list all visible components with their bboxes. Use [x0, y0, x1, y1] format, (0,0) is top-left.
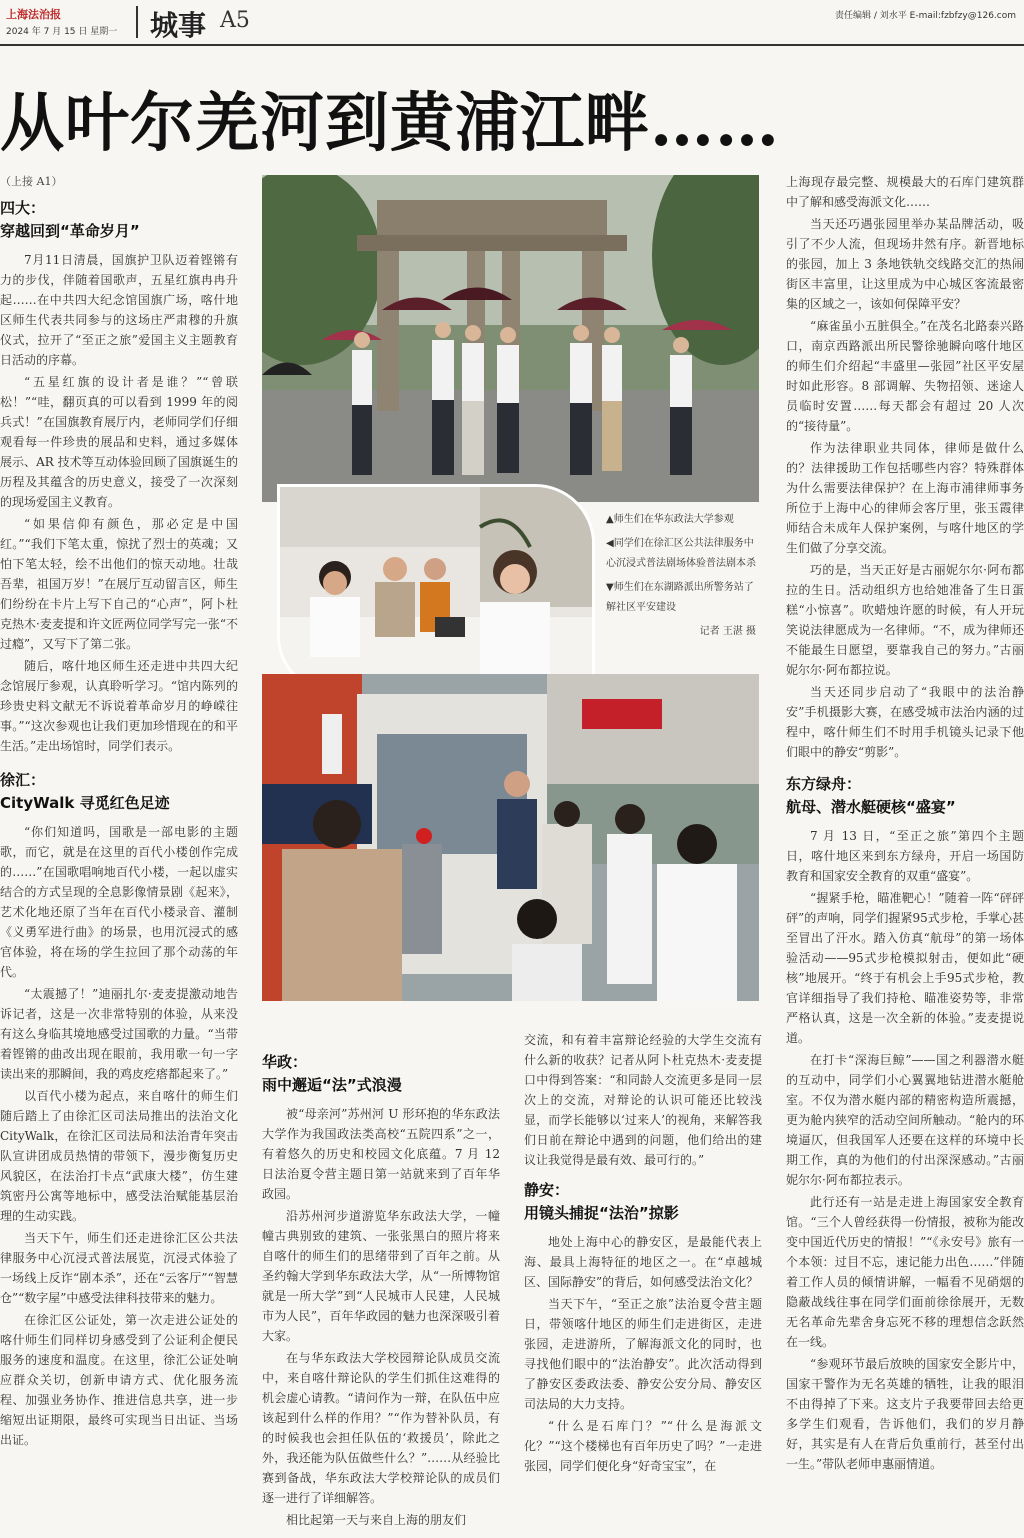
paragraph: 当天下午，“至正之旅”法治夏令营主题日，带领喀什地区的师生们走进街区，走进张园，走进游所，了解海派文化的同时，也寻找他们眼中的“法治静安”。此次活动得到了静安区委政法委、静安公安分局、静安区司法局的大力支持。 [524, 1297, 762, 1411]
paragraph: 随后，喀什地区师生还走进中共四大纪念馆展厅参观，认真聆听学习。“馆内陈列的珍贵史料文献无不诉说着革命岁月的峥嵘往事。”“这次参观也让我们更加珍惜现在的和平生活。”走出场馆时，同学们表示。 [0, 659, 238, 753]
paragraph: 当天还同步启动了“我眼中的法治静安”手机摄影大赛，在感受城市法治内涵的过程中，喀什师生们不时用手机镜头记录下他们眼中的静安“剪影”。 [786, 685, 1024, 759]
photo-police-image [262, 674, 759, 1001]
header-divider [136, 6, 138, 38]
page-header [0, 0, 1024, 46]
paragraph: “如果信仰有颜色，那必定是中国红。”“我们下笔太重，惊扰了烈士的英魂；又怕下笔太轻，绘不出他们的惊天动地。壮哉吾辈，祖国万岁！”在展厅互动留言区，师生们纷纷在卡片上写下自己的“心声”，阿卜杜克热木·麦麦提和许文匠两位同学写完一张“不过瘾”，又写下了第二张。 [0, 517, 238, 651]
paragraph: 上海现存最完整、规模最大的石库门建筑群中了解和感受海派文化…… [786, 175, 1024, 209]
paragraph: “握紧手枪，瞄准靶心！”随着一阵“砰砰砰”的声响，同学们握紧95式步枪，手掌心甚至冒出了汗水。踏入仿真“航母”的第一场体验活动——95式步枪模拟射击，便如此“硬核”地展开。“终于有机会上手95式步枪，教官详细指导了我们持枪、瞄准姿势等，非常严格认真，这是一次全新的体验。”麦麦提说道。 [786, 891, 1024, 1045]
paragraph: “什么是石库门？”“什么是海派文化？”“这个楼梯也有百年历史了吗？”一走进张园，同学们便化身“好奇宝宝”，在 [524, 1419, 762, 1473]
paragraph: 当天还巧遇张园里举办某品牌活动，吸引了不少人流，但现场井然有序。新晋地标的张园，加上 3 条地铁轨交线路交汇的热闹街区丰富里，让这里成为中心城区客流最密集的区域之一，该如何保障平安？ [786, 217, 1024, 311]
photo-archway-group [262, 175, 759, 502]
paragraph: 沿苏州河步道游览华东政法大学，一幢幢古典别致的建筑、一张张黑白的照片将来自喀什的师生们的思绪带到了百年之前。从圣约翰大学到华东政法大学，从“一所博物馆就是一所大学”到“人民城市人民建，人民城市为人民”，百年华政园的魅力也深深吸引着大家。 [262, 1209, 500, 1343]
paragraph: “你们知道吗，国歌是一部电影的主题歌，而它，就是在这里的百代小楼创作完成的……”在国歌唱响地百代小楼，一起以虚实结合的方式呈现的全息影像情景剧《起来》，艺术化地还原了当年在百代小楼录音、灌制《义勇军进行曲》的场景，也用沉浸式的感官体验，将在场的学生拉回了那个动荡的年代。 [0, 825, 238, 979]
paragraph: 作为法律职业共同体，律师是做什么的？法律援助工作包括哪些内容？特殊群体为什么需要法律保护？在上海市浦律师事务所位于上海中心的律师会客厅里，张玉霞律师结合未成年人保护案例，与喀什地区的学生们做了分享交流。 [786, 441, 1024, 555]
photo-classroom-image [280, 487, 592, 692]
photo-credit: 记者 王湛 摄 [699, 626, 756, 637]
photo-police-station [262, 674, 759, 1001]
paragraph: “太震撼了！”迪丽扎尔·麦麦提激动地告诉记者，这是一次非常特别的体验，从来没有这么身临其境地感受过国歌的力量。“当带着铿锵的曲改出现在眼前，我用歌一句一字读出来的那瞬间，我的鸡皮疙瘩都起来了。” [0, 987, 238, 1081]
paragraph: “五星红旗的设计者是谁？”“曾联松！”“哇，翻页真的可以看到 1999 年的阅兵式！”在国旗教育展厅内，老师同学们仔细观看每一件珍贵的展品和史料，通过多媒体展示、AR 技术等互动体验回顾了国旗诞生的历程及其蕴含的历史意义，接受了一次深刻的现场爱国主义教育。 [0, 375, 238, 509]
continued-note: （上接 A1） [0, 175, 63, 188]
paragraph: “麻雀虽小五脏俱全。”在茂名北路泰兴路口，南京西路派出所民警徐驰瞬向喀什地区的师生们介绍起“丰盛里—张园”社区平安屋时如此形容。8 部调解、失物招领、迷途人员临时安置……每天都会有超过 20 人次的“接待量”。 [786, 319, 1024, 433]
caption-huazheng: ▲师生们在华东政法大学参观 [606, 514, 734, 525]
photo-captions [606, 510, 756, 670]
headline: 从叶尔羌河到黄浦江畔…… [0, 86, 780, 161]
subhead-jingan-place: 静安： [524, 1181, 570, 1199]
article-column-4 [786, 172, 1024, 1534]
paragraph: 相比起第一天与来自上海的朋友们 [286, 1513, 467, 1527]
subhead-huazheng-place: 华政： [262, 1053, 308, 1071]
article-column-1 [0, 172, 238, 1534]
paragraph: 巧的是，当天正好是古丽妮尔尔·阿布都拉的生日。活动组织方也给她准备了生日蛋糕“小惊喜”。吹蜡烛许愿的时候，有人开玩笑说法律愿成为一名律师。“不，成为律师还不能最生日愿望，要靠我自己的努力。”古丽妮尔尔·阿布都拉说。 [786, 563, 1024, 677]
subhead-dongfanglvzhou-place: 东方绿舟： [786, 775, 862, 793]
photo-archway-image [262, 175, 759, 502]
subhead-dongfanglvzhou-title: 航母、潜水艇硬核“盛宴” [786, 798, 956, 816]
caption-xuhui: ◀同学们在徐汇区公共法律服务中心沉浸式普法剧场体验普法剧本杀 [606, 538, 756, 569]
section-title: 城事 [150, 9, 207, 42]
page-number: A5 [220, 8, 250, 33]
paragraph: 7 月 13 日，“至正之旅”第四个主题日，喀什地区来到东方绿舟，开启一场国防教育和国家安全教育的双重“盛宴”。 [786, 829, 1024, 883]
subhead-jingan-title: 用镜头捕捉“法治”掠影 [524, 1204, 679, 1222]
paragraph: 7月11日清晨，国旗护卫队迈着铿锵有力的步伐，伴随着国歌声，五星红旗冉冉升起……在中共四大纪念馆国旗广场，喀什地区师生代表共同参与的这场庄严肃穆的升旗仪式，拉开了“至正之旅”爱国主义主题教育日活动的序幕。 [0, 253, 238, 367]
caption-jingan: ▼师生们在东湖路派出所警务站了解社区平安建设 [606, 582, 754, 613]
subhead-sida-place: 四大： [0, 199, 46, 217]
paragraph: 当天下午，师生们还走进徐汇区公共法律服务中心沉浸式普法展览，沉浸式体验了一场线上反诈“剧本杀”，还在“云客厅”“智慧仓”“数字屋”中感受法律科技带来的魅力。 [0, 1231, 238, 1305]
editor-line: 责任编辑 / 刘水平 E-mail:fzbfzy@126.com [835, 11, 1016, 21]
subhead-sida-title: 穿越回到“革命岁月” [0, 222, 140, 240]
paragraph: 此行还有一站是走进上海国家安全教育馆。“三个人曾经获得一份情报，被称为能改变中国近代历史的情报！”“《永安号》旅有一个本领：过目不忘，速记能力出色……”伴随着工作人员的倾情讲解，一幅看不见硝烟的隐蔽战线往事在同学们面前徐徐展开，无数无名革命先辈舍身忘死不移的理想信念跃然在一线。 [786, 1195, 1024, 1349]
paragraph: 以百代小楼为起点，来自喀什的师生们随后踏上了由徐汇区司法局推出的法治文化 CityWalk，在徐汇区司法局和法治青年突击队宣讲团成员热情的带领下，漫步衡复历史风貌区，在法治打卡点“武康大楼”，仿生建筑密丹公寓等地标中，感受法治赋能基层治理的生动实践。 [0, 1089, 238, 1223]
article-column-3 [524, 1030, 762, 1534]
paragraph: 在徐汇区公证处，第一次走进公证处的喀什师生们同样切身感受到了公证利企便民服务的速度和温度。在这里，徐汇公证处响应群众关切，创新申请方式、优化服务流程、加强业务协作、推进信息共享，进一步缩短出证期限，最终可实现当日出证、当场出证。 [0, 1313, 238, 1447]
masthead: 上海法治报 [6, 8, 61, 21]
paragraph: “参观环节最后放映的国家安全影片中，国家干警作为无名英雄的牺牲，让我的眼泪不由得掉了下来。这支片子我要带回去给更多学生们观看，告诉他们，我们的岁月静好，其实是有人在背后负重前行，甚至付出一生。”带队老师申惠丽情道。 [786, 1357, 1024, 1471]
article-column-2 [262, 1046, 500, 1534]
subhead-huazheng-title: 雨中邂逅“法”式浪漫 [262, 1076, 402, 1094]
subhead-xuhui-title: CityWalk 寻觅红色足迹 [0, 794, 170, 812]
paragraph: 在与华东政法大学校园辩论队成员交流中，来自喀什辩论队的学生们抓住这难得的机会虚心请教。“请问作为一辩，在队伍中应该起到什么样的作用？”“作为替补队员，有的时候我也会担任队伍的‘救援员’，除此之外，我还能为队伍做些什么？”……从经验比赛到备战，华东政法大学校辩论队的成员们逐一进行了详细解答。 [262, 1351, 500, 1505]
dateline: 2024 年 7 月 15 日 星期一 [6, 27, 118, 37]
paragraph: 被“母亲河”苏州河 U 形环抱的华东政法大学作为我国政法类高校“五院四系”之一，有着悠久的历史和校园文化底蕴。7 月 12 日法治夏令营主题日第一站就来到了百年华政园。 [262, 1107, 500, 1201]
paragraph: 交流，和有着丰富辩论经验的大学生交流有什么新的收获？记者从阿卜杜克热木·麦麦提口中得到答案：“和同龄人交流更多是同一层次上的交流，对辩论的认识可能还比较浅显，而学长能够以‘过来人’的视角，来解答我们日前在辩论中遇到的问题，他们给出的建议让我觉得是最有效、最可行的。” [524, 1033, 762, 1167]
paragraph: 在打卡“深海巨鲸”——国之利器潜水艇的互动中，同学们小心翼翼地钻进潜水艇舱室。不仅为潜水艇内部的精密构造所震撼，更为舱内狭窄的活动空间所触动。“舱内的环境逼仄，但我国军人还要在这样的环境中长期工作，真的为他们的付出深深感动。”古丽妮尔尔·阿布都拉表示。 [786, 1053, 1024, 1187]
paragraph: 地处上海中心的静安区，是最能代表上海、最具上海特征的地区之一。在“卓越城区、国际静安”的背后，如何感受法治文化？ [524, 1235, 762, 1289]
subhead-xuhui-place: 徐汇： [0, 771, 46, 789]
photo-classroom [277, 484, 595, 695]
